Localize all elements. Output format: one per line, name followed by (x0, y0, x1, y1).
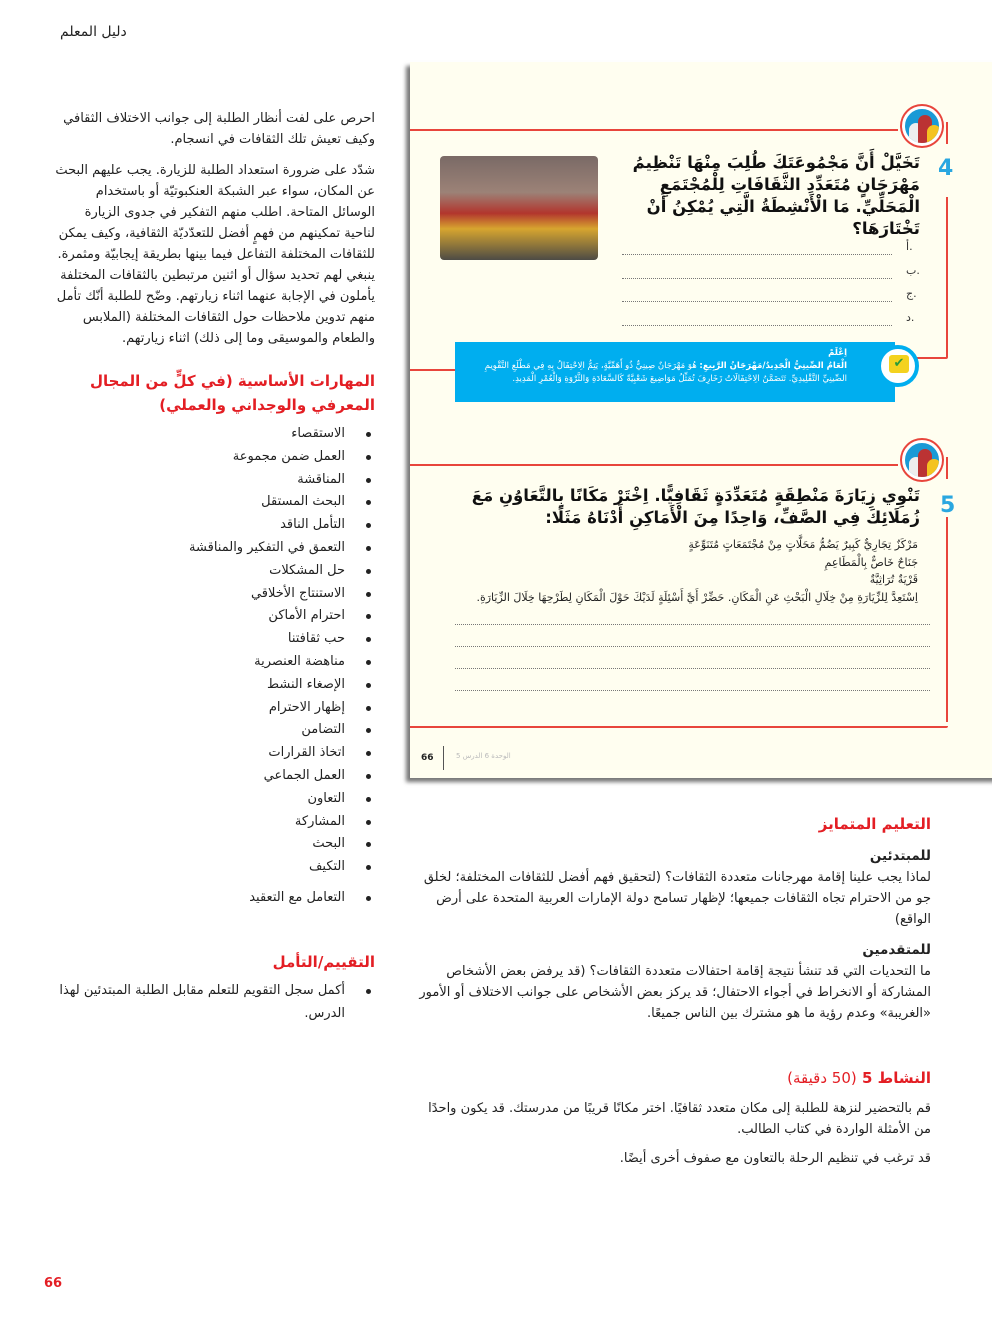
skill-item: العمل الجماعي (55, 765, 375, 788)
student-book-page (410, 62, 992, 778)
skill-item: البحث (55, 833, 375, 856)
skill-item: اتخاذ القرارات (55, 742, 375, 765)
assessment-item: أكمل سجل التقويم للتعلم مقابل الطلبة المبتدئين لهذا الدرس. (55, 980, 375, 1026)
beginners-text: لماذا يجب علينا إقامة مهرجانات متعددة الثقافات؟ (لتحقيق فهم أفضل للثقافات المختلفة؛ لخلق جو من الاحترام تجاه الثقافات جميعها؛ لإظهار تسامح دولة الإمارات العربية المتحدة على أرض الواقع) (423, 870, 931, 927)
skill-item: حل المشكلات (55, 560, 375, 583)
activity-paragraph: قد ترغب في تنظيم الرحلة بالتعاون مع صفوف أخرى أيضًا. (619, 1151, 931, 1166)
info-box (455, 342, 895, 402)
left-column (55, 108, 375, 1025)
skill-item: الإصغاء النشط (55, 674, 375, 697)
question-number: 4 (938, 156, 954, 181)
q5-instruction: اِسْتَعِدَّ لِلزِّيَارَةِ مِنْ خِلَالِ الْبَحْثِ عَنِ الْمَكَانِ. حَضِّرْ أَيَّ أَسْئِلَةٍ لَدَيْكَ حَوْلَ الْمَكَانِ لِطَرْحِهَا خِلَالَ الزِّيَارَةِ. (476, 590, 918, 604)
page-number: 66 (44, 1276, 63, 1291)
q5-options (460, 536, 918, 606)
skill-item: التكيف (55, 856, 375, 879)
students-avatar-icon (902, 440, 942, 480)
place-option: جَنَاحٌ خَاصٌّ بِالْمَطَاعِمِ (824, 555, 918, 569)
guide-title: دليل المعلم (60, 24, 127, 40)
instruction-paragraph: شدّد على ضرورة استعداد الطلبة للزيارة. يجب عليهم البحث عن المكان، سواء عبر الشبكة العنكبوتيّة أو باستخدام الوسائل المتاحة. اطلب منهم التفكير في جدوى الزيارة لناحية تمكينهم من فهمٍ أفضل للتعدّديّة الثقافية، وكيف يمكن للثقافات المختلفة التفاعل فيما بينها بطريقة إيجابيّة ومثمرة. ينبغي لهم تحديد سؤال أو اثنين مرتبطين بالثقافات المختلفة يأملون في الإجابة عنهما اثناء زيارتهم. وضّح للطلبة أنّك تأمل منهم تدوين ملاحظات حول الثقافات المختلفة (الملابس والطعام والموسيقى وما إلى ذلك) اثناء زيارتهم. (55, 163, 375, 346)
answer-line[interactable] (622, 254, 892, 255)
differentiated-heading: التعليم المتمايز (818, 815, 931, 833)
question-4-text: تَخَيَّلْ أَنَّ مَجْمُوعَتَكَ طُلِبَ مِنْهَا تَنْظِيمُ مَهْرَجَانٍ مُتَعَدِّدِ الثَّقَافَاتِ لِلْمُجْتَمَعِ الْمَحَلِّيِّ. مَا الْأَنْشِطَةُ الَّتِي يُمْكِنُ أَنْ تَخْتَارَهَا؟ (632, 153, 920, 238)
answer-label: د. (906, 310, 915, 324)
answer-label: ب. (906, 263, 920, 277)
skill-item: المناقشة (55, 469, 375, 492)
skill-item: التعاون (55, 788, 375, 811)
info-body: هُوَ مَهْرَجَانٌ صِينِيٌّ ذُو أَهَمِّيَّةٍ، يَتِمُّ الِاحْتِفَالُ بِهِ فِي مَطْلَعِ التَّقْوِيمِ الصِّينِيِّ التَّقْلِيدِيِّ. تَتَضَمَّنُ الِاحْتِفَالَاتُ زَخَارِفَ تُمَثِّلُ مَوَاضِيعَ شَعْبِيَّةً كَالسَّعَادَةِ وَالثَّرْوَةِ وَالْعُمْرِ الْمَدِيدِ. (484, 361, 847, 384)
skill-item: مناهضة العنصرية (55, 651, 375, 674)
place-option: قَرْيَةٌ تُرَاثِيَّةٌ (869, 573, 918, 586)
skill-item: المشاركة (55, 811, 375, 834)
info-title: اِعْلَمْ (828, 348, 847, 358)
answer-line[interactable] (622, 278, 892, 279)
assessment-list (55, 980, 375, 1026)
skill-item: الاستنتاج الأخلاقي (55, 583, 375, 606)
info-term: الْعَامُ الصِّينِيُّ الْجَدِيدُ/مَهْرَجَانُ الرَّبِيعِ: (699, 361, 847, 371)
answer-label: أ. (906, 240, 913, 253)
skill-item: حب ثقافتنا (55, 628, 375, 651)
question-number: 5 (940, 493, 956, 518)
check-speech-icon (877, 345, 919, 387)
skill-item: البحث المستقل (55, 491, 375, 514)
unit-lesson-label: الوحدة 6 الدرس 5 (456, 752, 511, 760)
skill-item: التعمق في التفكير والمناقشة (55, 537, 375, 560)
answer-label: ج. (906, 287, 917, 300)
place-option: مَرْكَزٌ تِجَارِيٌّ كَبِيرٌ يَضُمُّ مَحَلَّاتٍ مِنْ مُجْتَمَعَاتٍ مُتَنَوِّعَةٍ (688, 538, 918, 551)
skills-list (55, 423, 375, 910)
differentiated-learning (415, 812, 931, 1169)
assessment-heading: التقييم/التأمل (272, 952, 375, 971)
advanced-heading: للمتقدمين (862, 942, 931, 958)
answer-line[interactable] (622, 301, 892, 302)
skill-item: التضامن (55, 719, 375, 742)
skill-item: التأمل الناقد (55, 514, 375, 537)
skill-item: العمل ضمن مجموعة (55, 446, 375, 469)
skill-item: احترام الأماكن (55, 605, 375, 628)
beginners-heading: للمبتدئين (869, 848, 931, 864)
skills-heading: المهارات الأساسية (في كلٍّ من المجال المعرفي والوجداني والعملي) (89, 372, 375, 414)
answer-line[interactable] (622, 325, 892, 326)
chinese-new-year-photo (440, 156, 598, 260)
students-avatar-icon (902, 106, 942, 146)
skill-item: الاستقصاء (55, 423, 375, 446)
activity-paragraph: قم بالتحضير لنزهة للطلبة إلى مكان متعدد ثقافيًا. اختر مكانًا قريبًا من مدرستك. قد يكون واحدًا من الأمثلة الواردة في كتاب الطالب. (428, 1101, 931, 1137)
skill-item: التعامل مع التعقيد (55, 887, 375, 910)
skill-item: إظهار الاحترام (55, 697, 375, 720)
activity-heading: النشاط 5 (50 دقيقة) (787, 1069, 931, 1087)
question-5-text: تَنْوِي زِيَارَةَ مَنْطِقَةٍ مُتَعَدِّدَةٍ ثَقَافِيًّا. اِخْتَرْ مَكَانًا بِالتَّعَاوُنِ مَعَ زُمَلَائِكَ فِي الصَّفِّ، وَاحِدًا مِنَ الْأَمَاكِنِ أَدْنَاهُ مَثَلًا: (471, 486, 920, 527)
book-page-number: 66 (421, 753, 434, 763)
advanced-text: ما التحديات التي قد تنشأ نتيجة إقامة احتفالات متعددة الثقافات؟ (قد يرفض بعض الأشخاص المشاركة أو الانخراط في أجواء الاحتفال؛ قد يركز بعض الأشخاص على جوانب الاختلاف أو الأمور «الغريبة» وعدم رؤية ما هو مشترك بين الناس جميعًا. (419, 964, 931, 1021)
intro-paragraph: احرص على لفت أنظار الطلبة إلى جوانب الاختلاف الثقافي وكيف تعيش تلك الثقافات في انسجام. (63, 111, 375, 147)
